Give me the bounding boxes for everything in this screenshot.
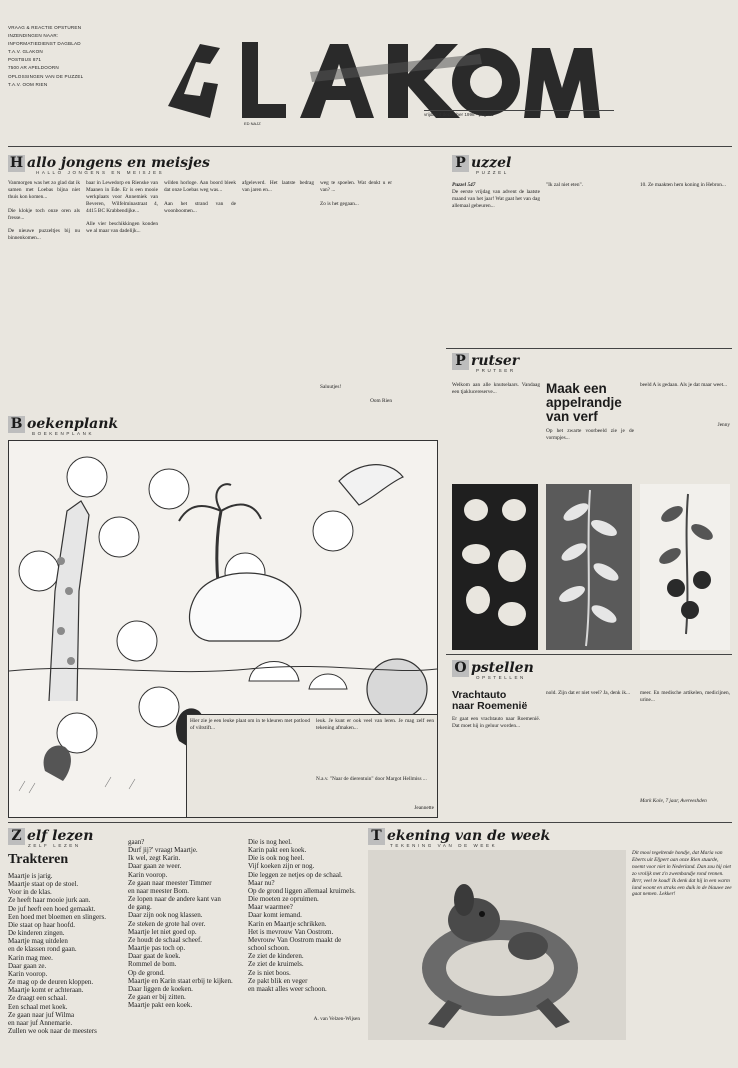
opstellen-column-1: Er gaat een vrachtauto naar Roemenië. Dat moet hij in geluur worden... (452, 716, 540, 729)
apple-template-image (452, 484, 538, 650)
poem-column-3: Die is nog heel. Karin pakt een koek. Die is ook nog heel. Vijf koeken zijn er nog. Die leggen ze netjes op de schaal. Maar nu? Op de grond liggen allemaal kruimels. Die moeten ze opruimen. Maar waarmee? Daar komt iemand. Karin en Maartje schrikken. Het is mevrouw Van Oostrom. Mevrouw Van Oostrom maakt de school schoon. Ze ziet de kinderen. Ze ziet de kruimels. Ze is niet boos. Ze pakt blik en veger en maakt alles weer schoon. (248, 838, 356, 993)
tekening-heading: T ekening van de week (368, 828, 550, 845)
divider (446, 348, 732, 349)
prutser-title: Maak een appelrandje van verf (546, 381, 622, 424)
boekenplank-source: N.a.v. "Naar de dierentuin" door Margot Hellmiss ... (316, 776, 427, 782)
prutser-heading: P rutser (452, 353, 519, 370)
masthead-date: vrijdag 4 december 1998 · pag. 11 (424, 110, 614, 117)
divider (8, 822, 732, 823)
opstellen-author: Mark Kole, 7 jaar, Avereeshden (640, 798, 707, 804)
hallo-subheading: HALLO JONGENS EN MEISJES (36, 170, 165, 175)
hallo-column-3: wilden horloge. Aan boord bleek dat onze Loebas weg was... Aan het strand van de woonboomen... (164, 180, 236, 214)
masthead-info: VRAAG & REACTIE OPSTUREN INZENDINGEN NAAR: INFORMATIEDIENST DAGBLAD T.A.V. GLAKON POSTBUS 871 7500 AR APELDOORN OPLOSSINGEN VAN DE PUZZEL T.A.V. OOM RIEN (8, 25, 84, 87)
hallo-author: Oom Rien (370, 398, 392, 404)
boekenplank-text-1: Hier zie je een leuke plaat om in te kleuren met potlood of viltstift... (190, 718, 310, 731)
puzzel-column-1: Puzzel 547 De eerste vrijdag van advent de laatste maand van het jaar! Wat gaat het van dag allemaal gebeuren... (452, 182, 540, 209)
tekening-caption: Dit mooi tegeltende hondje, dat Maria van Eberts uit Eljpert aan onze Rien stuurde, noemt voor niet in Nederland. Dan zou hij niet zo vrolijk met z'n zwembandje rond rennen. Brrr, veel te koud! Ik denk dat hij in een warm land woont en straks een duik in de blauwe zee gaat nemen. Lekker! (632, 850, 732, 898)
masthead-tag: ED NAJZ (244, 121, 261, 126)
divider (446, 654, 732, 655)
hallo-heading: H allo jongens en meisjes (9, 155, 210, 171)
poem-column-1: Maartje is jarig. Maartje staat op de stoel. Voor in de klas. Ze heeft haar mooie jurk aan. De juf heeft een hoed gemaakt. Een hoed met bloemen en slingers. Die staat op haar hoofd. De kinderen zingen. Maartje mag uitdelen en de klassen rond gaan. Karin mag mee. Daar gaan ze. Karin voorop. Ze mag op de deuren kloppen. Maartje komt er achteraan. Ze draagt een schaal. Een schaal met koek. Ze gaan naar juf Wilma en naar juf Annemarie. Zullen we ook naar de meesters (8, 872, 106, 1035)
zelf-title: Trakteren (8, 852, 69, 867)
hallo-column-4: afgeleverd. Het laatste bedrag van jaren en... (242, 180, 314, 193)
prutser-column-3: beeld A is gedaan. Als je dat maar weet... (640, 382, 728, 388)
puzzel-column-2: "Ik zal niet eten". (546, 182, 583, 188)
apple-branch-image (640, 484, 730, 650)
prutser-subheading: PRUTSER (476, 368, 516, 373)
boekenplank-heading: B oekenplank (8, 416, 118, 433)
opstellen-column-2: nold. Zijn dat er niet veel? Ja, denk ik... (546, 690, 630, 696)
prutser-author: Jenny (717, 422, 730, 428)
zelf-author: A. van Velzen-Wijsen (313, 1016, 360, 1022)
puzzel-subheading: PUZZEL (476, 170, 509, 175)
hallo-column-2: baar in Lewedorp en Rienske van Maanen in Ede. Er is een mooie werkplaats voor Annemiek van Beveren, Wilfelminastraat 4, 4415 BC Krabbendijke... Alle vier beschikkingen konden we al maar van dadelijk... (86, 180, 158, 235)
leaf-print-image (546, 484, 632, 650)
divider (8, 146, 732, 147)
prutser-column-1: Welkom aan alle knutselaars. Vandaag een tjaklucereserve... (452, 382, 540, 395)
tekening-subheading: TEKENING VAN DE WEEK (390, 843, 498, 848)
opstellen-title: Vrachtauto naar Roemenië (452, 689, 528, 712)
hallo-column-5: weg te spoelen. Wat denkt u er van? ... Zo is het gegaan... (320, 180, 392, 207)
boekenplank-subheading: BOEKENPLANK (32, 431, 95, 436)
prutser-column-2: Op het zwarte voorbeeld zie je de vormpjes... (546, 428, 634, 441)
puzzel-heading: P uzzel (452, 155, 511, 172)
boekenplank-author: Jeannette (414, 805, 434, 811)
glakon-logo (160, 34, 600, 134)
hallo-column-1: Vanmorgen was het zo glad dat ik samen met Loebas bijna niet thuis kon komen... Die klokje toch onze oren als fresse... De nieuwe puzzeltjes bij nu binnenkomen... (8, 180, 80, 242)
opstellen-column-3: meer. En medische artikelen, medicijnen, urine... (640, 690, 730, 703)
puzzel-column-3: 10. Ze maakten hem koning in Hebron... (640, 182, 726, 188)
zelf-heading: Z elf lezen (8, 828, 93, 845)
poem-column-2: gaan? Durf jij?' vraagt Maartje. Ik wel, zegt Karin. Daar gaan ze weer. Karin voorop. Ze gaan naar meester Timmer en naar meester Bom. Ze lopen naar de andere kant van de gang. Daar zijn ook nog klassen. Ze steken de grote hal over. Maartje let niet goed op. Ze houdt de schaal scheef. Maartje pas toch op. Daar gaat de koek. Rommel de bom. Op de grond. Maartje en Karin staat erbij te kijken. Daar liggen de koeken. Ze gaan er bij zitten. Maartje pakt een koek. (128, 838, 233, 1010)
hallo-salute: Saluutjes! (320, 384, 342, 390)
opstellen-subheading: OPSTELLEN (476, 675, 526, 680)
zelf-subheading: ZELF LEZEN (28, 843, 81, 848)
boekenplank-text-2: leuk. Je kunt er ook veel van leren. Je mag zelf een tekening afmaken... (316, 718, 434, 731)
dog-drawing (368, 850, 626, 1040)
opstellen-heading: O pstellen (452, 660, 534, 677)
